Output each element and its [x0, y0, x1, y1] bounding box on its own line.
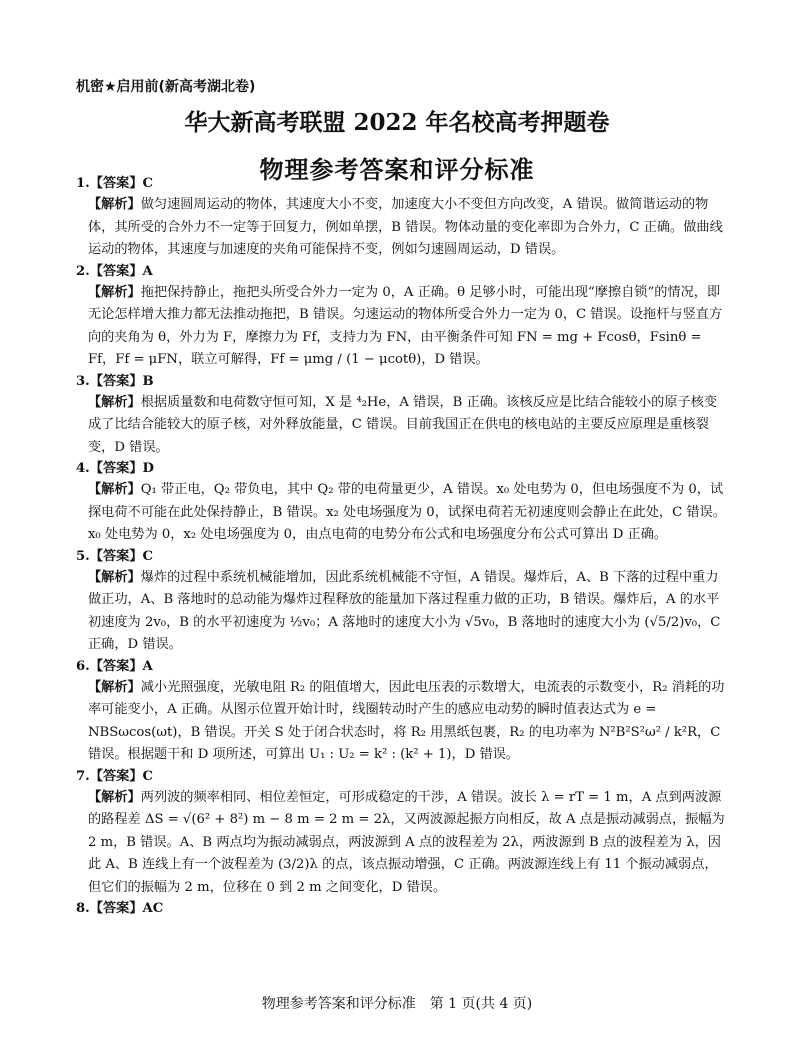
explanation — [76, 479, 726, 547]
explanation-text: Q₁ 带正电，Q₂ 带负电，其中 Q₂ 带的电荷量更少，A 错误。x₀ 处电势为 0，但电场强度不为 0，试探电荷不可能在此处保持静止，B 错误。x₂ 处电场强度为 0，试探电荷若无初速度则会静止在此处，C 错误。x₀ 处电势为 0，x₂ 处电场强度为 0，由点电荷的电势分布公式和电场强度分布公式可算出 D 正确。 — [88, 482, 726, 542]
explanation-text: 减小光照强度，光敏电阻 R₂ 的阻值增大，因此电压表的示数增大，电流表的示数变小，R₂ 消耗的功率可能变小，A 正确。从图示位置开始计时，线圈转动时产生的感应电动势的瞬时值表达式为 e = NBSωcos(ωt)，B 错误。开关 S 处于闭合状态时，将 R₂ 用黑纸包裹，R₂ 的电功率为 N²B²S²ω² / k²R，C 错误。根据题干和 D 项所述，可算出 U₁ : U₂ = k² : (k² + 1)，D 错误。 — [88, 679, 725, 762]
answer-line: 6.【答案】A — [76, 658, 153, 674]
explanation-text: 两列波的频率相同、相位差恒定，可形成稳定的干涉，A 错误。波长 λ = rT = 1 m，A 点到两波源的路程差 ΔS = √(6² + 8²) m − 8 m = 2 m = 2λ，又两波源起振方向相反，故 A 点是振动减弱点，振幅为 2 m，B 错误。A、B 两点均为振动减弱点，两波源到 A 点的波程差为 2λ，两波源到 B 点的波程差为 λ，因此 A、B 连线上有一个波程差为 (3/2)λ 的点，该点振动增强，C 正确。两波源连线上有 11 个振动减弱点，但它们的振幅为 2 m，位移在 0 到 2 m 之间变化，D 错误。 — [88, 789, 725, 895]
explanation-tag: 【解析】 — [88, 679, 141, 695]
answer-key-title: 物理参考答案和评分标准 — [259, 155, 535, 184]
answer-line: 3.【答案】B — [76, 373, 154, 389]
question-5 — [76, 547, 726, 657]
answer-line: 2.【答案】A — [76, 263, 153, 279]
question-2 — [76, 262, 726, 372]
answer-line: 4.【答案】D — [76, 461, 154, 476]
question-4 — [76, 459, 726, 547]
explanation-tag: 【解析】 — [88, 197, 141, 212]
explanation — [76, 787, 726, 900]
explanation-tag: 【解析】 — [88, 569, 141, 585]
question-8 — [76, 899, 726, 919]
explanation — [76, 677, 726, 767]
explanation-tag: 【解析】 — [88, 284, 141, 300]
question-3 — [76, 372, 726, 460]
answer-line: 8.【答案】AC — [76, 901, 164, 916]
question-6 — [76, 657, 726, 767]
explanation — [76, 392, 726, 460]
explanation-text: 爆炸的过程中系统机械能增加，因此系统机械能不守恒，A 错误。爆炸后，A、B 下落的过程中重力做正功，A、B 落地时的总动能为爆炸过程释放的能量加下落过程重力做的正功，B 错误。爆炸后，A 的水平初速度为 2v₀，B 的水平初速度为 ½v₀；A 落地时的速度大小为 √5v₀，B 落地时的速度大小为 (√5/2)v₀，C 正确，D 错误。 — [88, 569, 721, 652]
explanation — [76, 282, 726, 372]
explanation-tag: 【解析】 — [88, 789, 141, 805]
explanation-text: 拖把保持静止，拖把头所受合外力一定为 0，A 正确。θ 足够小时，可能出现“摩擦自锁”的情况，即无论怎样增大推力都无法推动拖把，B 错误。匀速运动的物体所受合外力一定为 0，C 错误。设拖杆与竖直方向的夹角为 θ，外力为 F，摩擦力为 Ff，支持力为 FN，由平衡条件可知 FN = mg + Fcosθ，Fsinθ = Ff，Ff = μFN，联立可解得，Ff = μmg / (1 − μcotθ)，D 错误。 — [88, 284, 723, 367]
explanation-tag: 【解析】 — [88, 394, 141, 410]
explanation-text: 根据质量数和电荷数守恒可知，X 是 ⁴₂He，A 错误，B 正确。该核反应是比结合能较小的原子核变成了比结合能较大的原子核，对外释放能量，C 错误。目前我国正在供电的核电站的主要反应原理是重核裂变，D 错误。 — [88, 394, 718, 455]
answer-body — [76, 174, 726, 919]
answer-line: 5.【答案】C — [76, 548, 154, 564]
answer-line: 7.【答案】C — [76, 768, 154, 784]
question-1 — [76, 174, 726, 262]
confidential-label: 机密★启用前(新高考湖北卷) — [76, 79, 256, 95]
answer-line: 1.【答案】C — [76, 176, 154, 191]
explanation-tag: 【解析】 — [88, 482, 141, 497]
explanation — [76, 567, 726, 657]
explanation-text: 做匀速圆周运动的物体，其速度大小不变，加速度大小不变但方向改变，A 错误。做简谐运动的物体，其所受的合外力不一定等于回复力，例如单摆，B 错误。物体动量的变化率即为合外力，C 正确。做曲线运动的物体，其速度与加速度的夹角可能保持不变，例如匀速圆周运动，D 错误。 — [88, 197, 723, 257]
explanation — [76, 194, 726, 262]
exam-title: 华大新高考联盟 2022 年名校高考押题卷 — [184, 109, 610, 136]
page-footer: 物理参考答案和评分标准 第 1 页(共 4 页) — [261, 996, 533, 1012]
question-7 — [76, 767, 726, 900]
